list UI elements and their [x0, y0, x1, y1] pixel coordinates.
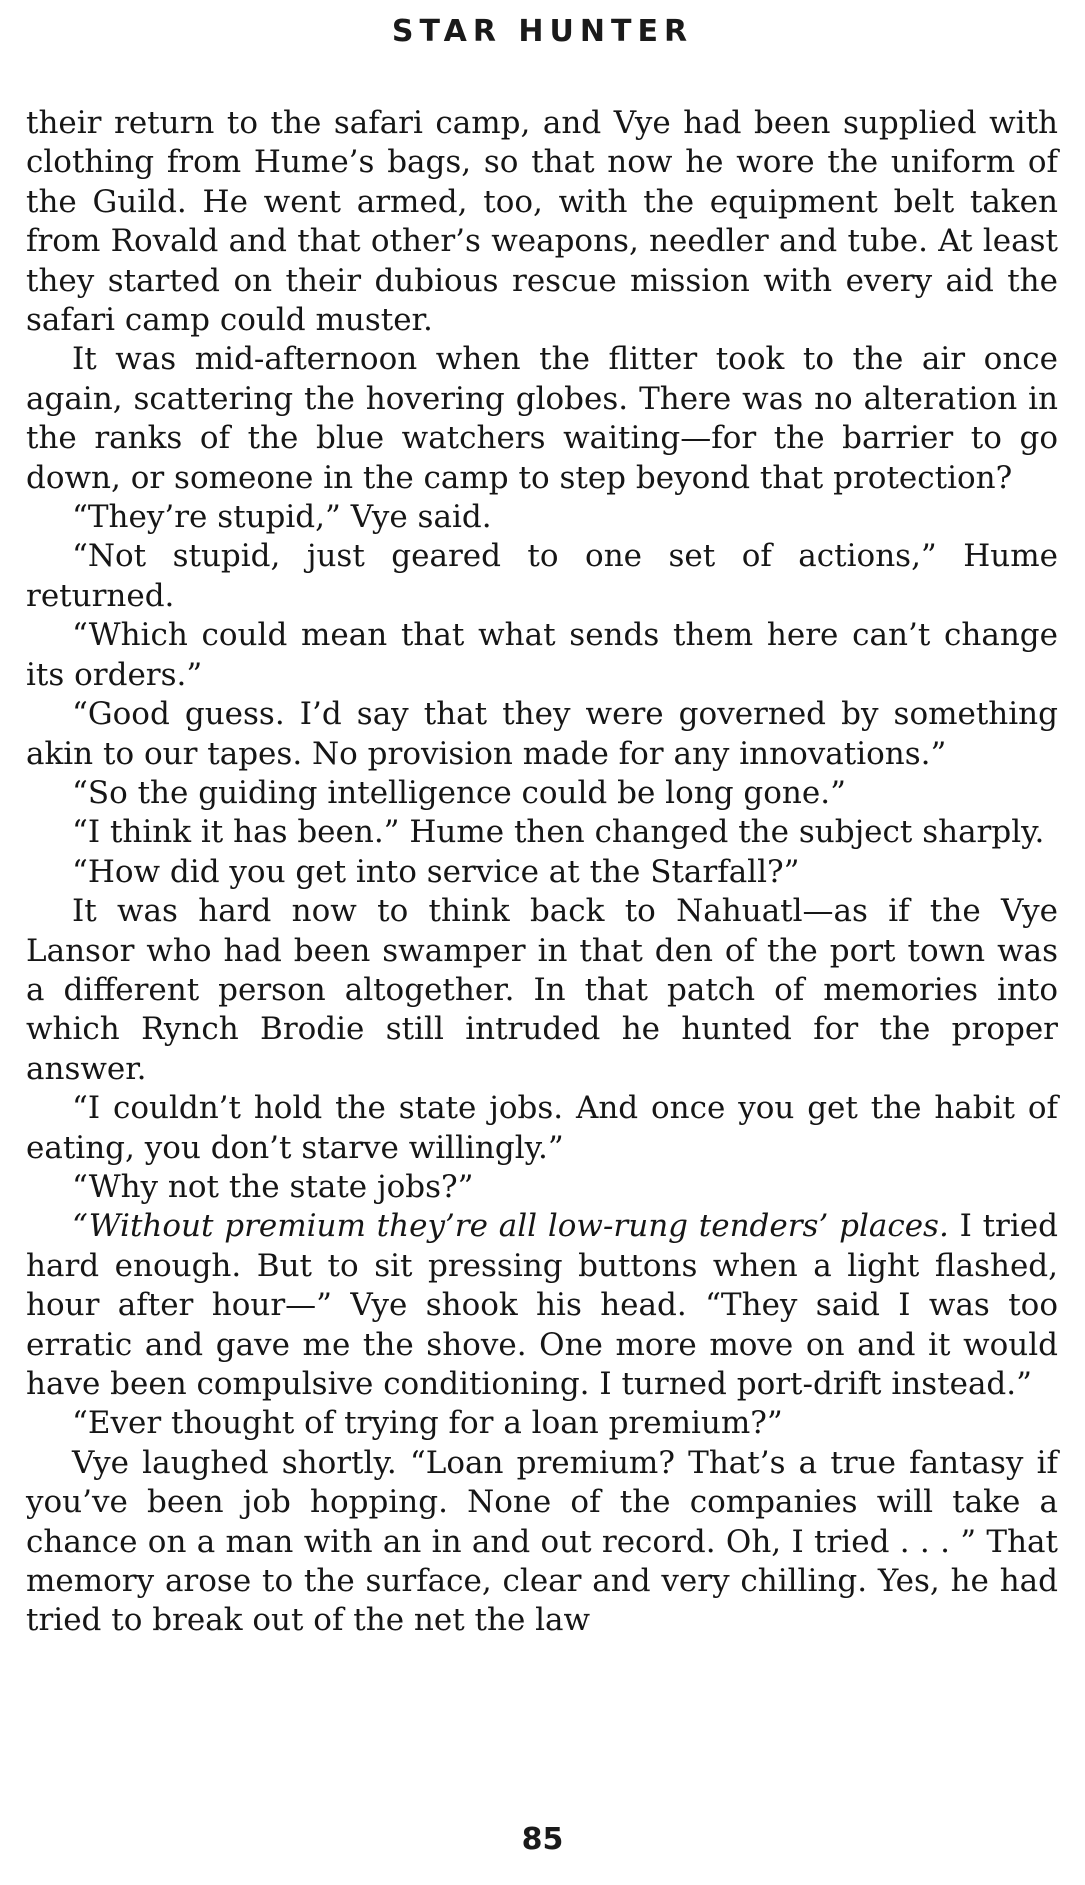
page-number: 85	[521, 1822, 564, 1857]
italic-span: “Without premium they’re all low-rung tenders’ places.	[72, 1208, 949, 1245]
page-body-text	[26, 104, 1058, 1641]
dialogue-paragraph: “So the guiding intelligence could be long gone.”	[72, 774, 846, 811]
dialogue-paragraph: “Not stupid, just geared to one set of actions,” Hume returned.	[26, 538, 1058, 614]
dialogue-paragraph: “I couldn’t hold the state jobs. And once you get the habit of eating, you don’t starve willingly.”	[26, 1090, 1058, 1166]
paragraph: It was hard now to think back to Nahuatl—as if the Vye Lansor who had been swamper in that den of the port town was a different person altogether. In that patch of memories into which Rynch Brodie still intruded he hunted for the proper answer.	[26, 893, 1058, 1087]
dialogue-paragraph: “I think it has been.” Hume then changed the subject sharply.	[72, 814, 1045, 851]
dialogue-paragraph-with-italics	[26, 1207, 1058, 1404]
dialogue-paragraph: “Why not the state jobs?”	[72, 1168, 474, 1205]
dialogue-paragraph: “Which could mean that what sends them here can’t change its orders.”	[26, 617, 1058, 693]
paragraph-runs-over: Vye laughed shortly. “Loan premium? That’s a true fantasy if you’ve been job hopping. None of the companies will take a chance on a man with an in and out record. Oh, I tried . . . ” That memory arose to the surface, clear and very chilling. Yes, he had tried to break out of the net the law	[26, 1444, 1058, 1639]
running-head-title: STAR HUNTER	[391, 14, 694, 49]
dialogue-paragraph: “Good guess. I’d say that they were governed by something akin to our tapes. No provision made for any innovations.”	[26, 696, 1058, 772]
paragraph-continued: their return to the safari camp, and Vye had been supplied with clothing from Hume’s bags, so that now he wore the uniform of the Guild. He went armed, too, with the equipment belt taken from Rovald and that other’s weapons, needler and tube. At least they started on their dubious rescue mission with every aid the safari camp could muster.	[26, 105, 1058, 339]
roman-span: I tried hard enough. But to sit pressing buttons when a light flashed, hour after hour—” Vye shook his head. “They said I was too erratic and gave me the shove. One more move on and it would have been compulsive conditioning. I turned port-drift instead.”	[26, 1208, 1058, 1402]
paragraph: It was mid-afternoon when the flitter took to the air once again, scattering the hovering globes. There was no alteration in the ranks of the blue watchers waiting—for the barrier to go down, or someone in the camp to step beyond that protection?	[26, 341, 1058, 496]
dialogue-paragraph: “They’re stupid,” Vye said.	[72, 499, 492, 536]
dialogue-paragraph: “How did you get into service at the Starfall?”	[72, 853, 800, 890]
dialogue-paragraph: “Ever thought of trying for a loan premium?”	[72, 1405, 783, 1442]
